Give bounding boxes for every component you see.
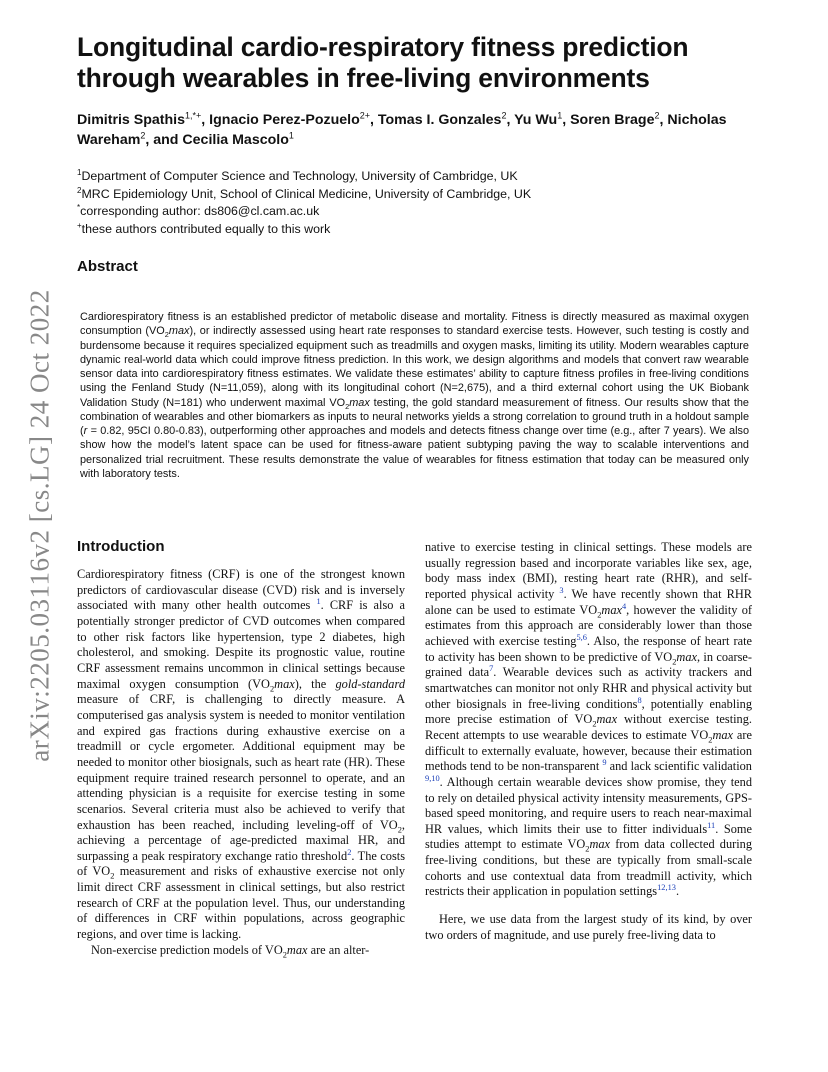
affiliation-text: MRC Epidemiology Unit, School of Clinical Medicine, University of Cambridge, UK [81, 186, 532, 201]
citation-link[interactable]: 2 [347, 847, 352, 857]
author-affiliation-mark: 2 [140, 130, 146, 141]
affiliation-list [77, 168, 777, 238]
affiliation-mark: 2 [77, 185, 82, 195]
citation-link[interactable]: 12,13 [657, 883, 676, 893]
author-name: Cecilia Mascolo [182, 132, 289, 148]
affiliation-text: Department of Computer Science and Technology, University of Cambridge, UK [81, 169, 518, 183]
citation-link[interactable]: 4 [621, 601, 627, 611]
affiliation-line [77, 221, 777, 239]
arxiv-identifier: arXiv:2205.03116v2 [cs.LG] 24 Oct 2022 [24, 288, 55, 762]
author-separator: , [659, 112, 668, 128]
paper-title: Longitudinal cardio-respiratory fitness prediction through wearables in free-living environments [77, 32, 689, 93]
intro-paragraph-2: Non-exercise prediction models of $VO_2\max$ are an alter- [91, 942, 370, 960]
author-affiliation-mark: 2+ [359, 110, 371, 121]
abstract-body: Cardiorespiratory fitness is an established predictor of metabolic disease and mortality. Fitness is directly measured as maximal oxygen consumption $(VO_2\max)$, or indirectly assessed using heart rate responses to standard exercise tests. However, such testing is costly and burdensome because it requires specialized equipment such as treadmills and oxygen masks, limiting its utility. Modern wearables capture dynamic real-world data which could improve fitness prediction. In this work, we design algorithms and models that convert raw wearable sensor data into cardiorespiratory fitness estimates. We validate these estimates’ ability to capture fitness profiles in free-living conditions using the Fenland Study (N=11,059), along with its longitudinal cohort (N=2,675), and a third external cohort using the UK Biobank Validation Study (N=181) who underwent maximal $VO_2\max$ testing, the gold standard measurement of fitness. Our results show that the combination of wearables and other biomarkers as inputs to neural networks yields a strong correlation to ground truth in a holdout sample (r = 0.82, 95CI 0.80-0.83), outperforming other approaches and models and detects fitness change over time (e.g., after 7 years). We also show how the model’s latent space can be used for fitness-aware patient subtyping paving the way to scalable interventions and personalized trial recruitment. These results demonstrate the value of wearables for fitness estimation that today can be measured only with laboratory tests. [80, 311, 750, 480]
author-affiliation-mark: 1 [288, 130, 294, 141]
affiliation-mark: 1 [77, 167, 82, 177]
intro-paragraph-1: Cardiorespiratory fitness (CRF) is one of the strongest known predictors of cardiovascular disease (CVD) risk and is inversely associated with many other health outcomes $^1$. CRF is also a potentially stronger predictor of CVD outcomes when compared to other risk factors like hypertension, type 2 diabetes, high cholesterol, and smoking. Despite its prognostic value, routine CRF assessment remains uncommon in clinical settings because maximal oxygen consumption $(VO_2\max)$, the gold-standard measure of CRF, is challenging to directly measure. A computerised gas analysis system is needed to monitor ventilation and expired gas fractions during exhaustive exercise on a treadmill or cycle ergometer. Additional equipment may be needed to monitor other biosignals, such as heart rate (HR). These equipment require trained research personnel to operate, and an attending physician is a requisite for exercise testing in some scenarios. Several criteria must also be achieved to verify that exhaustion has been reached, including leveling-off of $VO_2$, achieving a percentage of age-predicted maximal HR, and surpassing a peak respiratory exchange ratio threshold$^2$. The costs of $VO_2$ measurement and risks of exhaustive exercise not only limit direct CRF assessment in clinical settings, but also restrict research of CRF at the population level. Thus, our understanding of differences in CRF within populations, across geographic regions, and over time is lacking. [77, 567, 405, 942]
affiliation-mark: * [77, 202, 81, 212]
author-separator: , [506, 112, 515, 128]
author-affiliation-mark: 2 [501, 110, 507, 121]
author-separator: , [562, 112, 571, 128]
author-name: Soren Brage [570, 112, 655, 128]
author-affiliation-mark: 1 [557, 110, 563, 121]
citation-link[interactable]: 3 [559, 585, 564, 595]
author-separator: , and [145, 132, 183, 148]
citation-link[interactable]: 8 [637, 695, 642, 705]
citation-link[interactable]: 9 [602, 758, 607, 768]
author-name: Tomas I. Gonzales [377, 112, 502, 128]
body-column-left [77, 567, 405, 958]
author-list [77, 110, 777, 150]
author-separator: , [370, 112, 378, 128]
introduction-heading: Introduction [77, 538, 165, 555]
intro-paragraph-3: Here, we use data from the largest study of its kind, by over two orders of magnitude, and use purely free-living data to [425, 912, 752, 942]
author-separator: , [201, 112, 210, 128]
author-affiliation-mark: 1,*+ [185, 110, 202, 121]
author-name: Yu Wu [514, 112, 558, 128]
citation-link[interactable]: 7 [489, 664, 494, 674]
affiliation-line [77, 186, 777, 204]
affiliation-line [77, 203, 777, 221]
affiliation-text: corresponding author: ds806@cl.cam.ac.uk [80, 204, 320, 218]
affiliation-line [77, 168, 777, 186]
citation-link[interactable]: 9,10 [425, 773, 440, 783]
author-name: Nicholas Wareham [77, 112, 727, 148]
citation-link[interactable]: 11 [707, 820, 716, 830]
arxiv-side-stamp [20, 290, 60, 760]
body-column-right [425, 540, 752, 943]
intro-paragraph-2-continued: native to exercise testing in clinical settings. These models are usually regression based and incorporate variables like sex, age, body mass index (BMI), resting heart rate (RHR), and self-reported physical activity $^3$. We have recently shown that RHR alone can be used to estimate $VO_2\max^4$, however the validity of estimates from this approach are considerably lower than those achieved with exercise testing$^{5,6}$. Also, the response of heart rate to activity has been shown to be predictive of $VO_2\max$, in coarse-grained data$^7$. Wearable devices such as activity trackers and smartwatches can monitor not only RHR and physical activity but other biosignals in free-living conditions$^8$, potentially enabling more precise estimation of $VO_2\max$ without exercise testing. Recent attempts to use wearable devices to estimate $VO_2\max$ are difficult to externally evaluate, however, because their estimation methods tend to be non-transparent $^9$ and lack scientific validation $^{9,10}$. Although certain wearable devices show promise, they tend to rely on detailed physical activity intensity measurements, GPS-based speed monitoring, and require users to reach near-maximal HR values, which limits their use to fitter individuals$^{11}$. Some studies attempt to estimate $VO_2\max$ from data collected during free-living conditions, but these are typically from small-scale cohorts and use contextual data from treadmill activity, which restricts their application in population settings$^{12,13}$. [425, 540, 753, 899]
affiliation-mark: + [77, 220, 82, 230]
author-name: Dimitris Spathis [77, 112, 186, 128]
citation-link[interactable]: 1 [316, 597, 321, 607]
author-name: Ignacio Perez-Pozuelo [209, 112, 360, 128]
author-affiliation-mark: 2 [654, 110, 660, 121]
affiliation-text: these authors contributed equally to this work [81, 221, 331, 236]
abstract-heading: Abstract [77, 258, 138, 275]
citation-link[interactable]: 5,6 [576, 632, 587, 642]
